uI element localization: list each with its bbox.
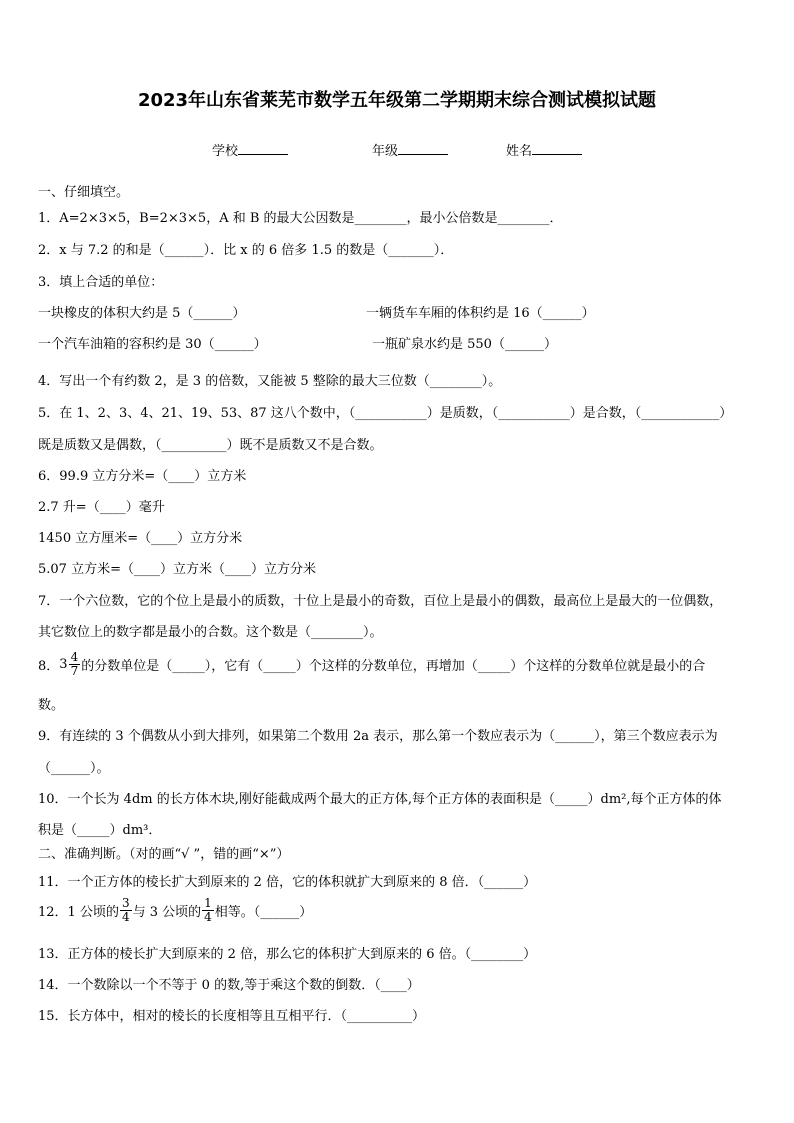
question-6d: 5.07 立方米=（____）立方米（____）立方分米 <box>38 562 316 577</box>
question-8-line2: 数。 <box>38 698 65 713</box>
school-blank <box>238 142 288 155</box>
q12-suffix: 相等。（______） <box>214 905 313 920</box>
q8-fraction <box>69 651 81 678</box>
school-field <box>212 140 288 159</box>
question-3b: 一辆货车车厢的体积约是 16（______） <box>366 306 595 321</box>
name-label: 姓名 <box>506 144 533 159</box>
question-6b: 2.7 升=（____）毫升 <box>38 500 165 515</box>
question-8-line1 <box>38 651 705 678</box>
page-title: 2023年山东省莱芜市数学五年级第二学期期末综合测试模拟试题 <box>137 90 657 111</box>
question-13: 13．正方体的棱长扩大到原来的 2 倍，那么它的体积扩大到原来的 6 倍。（________） <box>38 947 537 962</box>
question-3c: 一个汽车油箱的容积约是 30（______） <box>38 337 267 352</box>
q8-text: 的分数单位是（_____），它有（_____）个这样的分数单位，再增加（_____）个这样的分数单位就是最小的合 <box>81 659 706 674</box>
question-6a: 6．99.9 立方分米=（____）立方米 <box>38 469 247 484</box>
q12-f2-denominator: 4 <box>204 910 212 924</box>
question-6c: 1450 立方厘米=（____）立方分米 <box>38 531 243 546</box>
question-5-line1: 5．在 1、2、3、4、21、19、53、87 这八个数中，（___________）是质数，（___________）是合数，（____________） <box>38 406 733 421</box>
q12-mid: 与 3 公顷的 <box>132 905 202 920</box>
q8-prefix: 8． <box>38 659 60 674</box>
name-blank <box>532 142 582 155</box>
grade-label: 年级 <box>372 144 399 159</box>
question-12 <box>38 897 312 924</box>
school-label: 学校 <box>212 144 239 159</box>
question-15: 15．长方体中，相对的棱长的长度相等且互相平行．（__________） <box>38 1009 426 1024</box>
question-3d: 一瓶矿泉水约是 550（______） <box>372 337 557 352</box>
q12-fraction-1 <box>120 897 132 924</box>
section2-heading: 二、准确判断。（对的画“√ ”，错的画“×”） <box>38 847 290 862</box>
q8-denominator: 7 <box>70 664 79 678</box>
q12-fraction-2 <box>202 897 214 924</box>
question-4: 4．写出一个有约数 2，是 3 的倍数，又能被 5 整除的最大三位数（________）。 <box>38 374 502 389</box>
question-3: 3．填上合适的单位： <box>38 275 164 290</box>
question-7-line2: 其它数位上的数字都是最小的合数。这个数是（________）。 <box>38 625 383 640</box>
question-7-line1: 7．一个六位数，它的个位上是最小的质数，十位上是最小的奇数，百位上是最小的偶数，最高位上是最大的一位偶数， <box>38 594 723 609</box>
question-14: 14．一个数除以一个不等于 0 的数,等于乘这个数的倒数．（____） <box>38 978 420 993</box>
q8-numerator: 4 <box>70 650 79 664</box>
name-field <box>506 140 582 159</box>
q12-prefix: 12．1 公顷的 <box>38 905 119 920</box>
grade-field <box>372 140 448 159</box>
q12-f1-denominator: 4 <box>121 910 130 924</box>
question-9-line1: 9．有连续的 3 个偶数从小到大排列，如果第二个数用 2a 表示，那么第一个数应表示为（______），第三个数应表示为 <box>38 729 718 744</box>
q8-whole: 3 <box>59 657 68 672</box>
section1-heading: 一、仔细填空。 <box>38 185 130 200</box>
question-10-line1: 10．一个长为 4dm 的长方体木块,刚好能截成两个最大的正方体,每个正方体的表面积是（_____）dm²,每个正方体的体 <box>38 792 722 807</box>
question-10-line2: 积是（_____）dm³． <box>38 823 162 838</box>
q12-f1-numerator: 3 <box>121 896 130 910</box>
question-2: 2．x 与 7.2 的和是（______）．比 x 的 6 倍多 1.5 的数是（_______）． <box>38 243 454 258</box>
question-5-line2: 既是质数又是偶数，（__________）既不是质数又不是合数。 <box>38 438 383 453</box>
grade-blank <box>398 142 448 155</box>
question-9-line2: （______）。 <box>38 761 110 776</box>
q12-f2-numerator: 1 <box>204 896 212 910</box>
question-3a: 一块橡皮的体积大约是 5（______） <box>38 306 246 321</box>
question-11: 11．一个正方体的棱长扩大到原来的 2 倍，它的体积就扩大到原来的 8 倍．（______） <box>38 875 537 890</box>
question-1: 1．A=2×3×5，B=2×3×5，A 和 B 的最大公因数是________，最小公倍数是________． <box>38 211 563 226</box>
